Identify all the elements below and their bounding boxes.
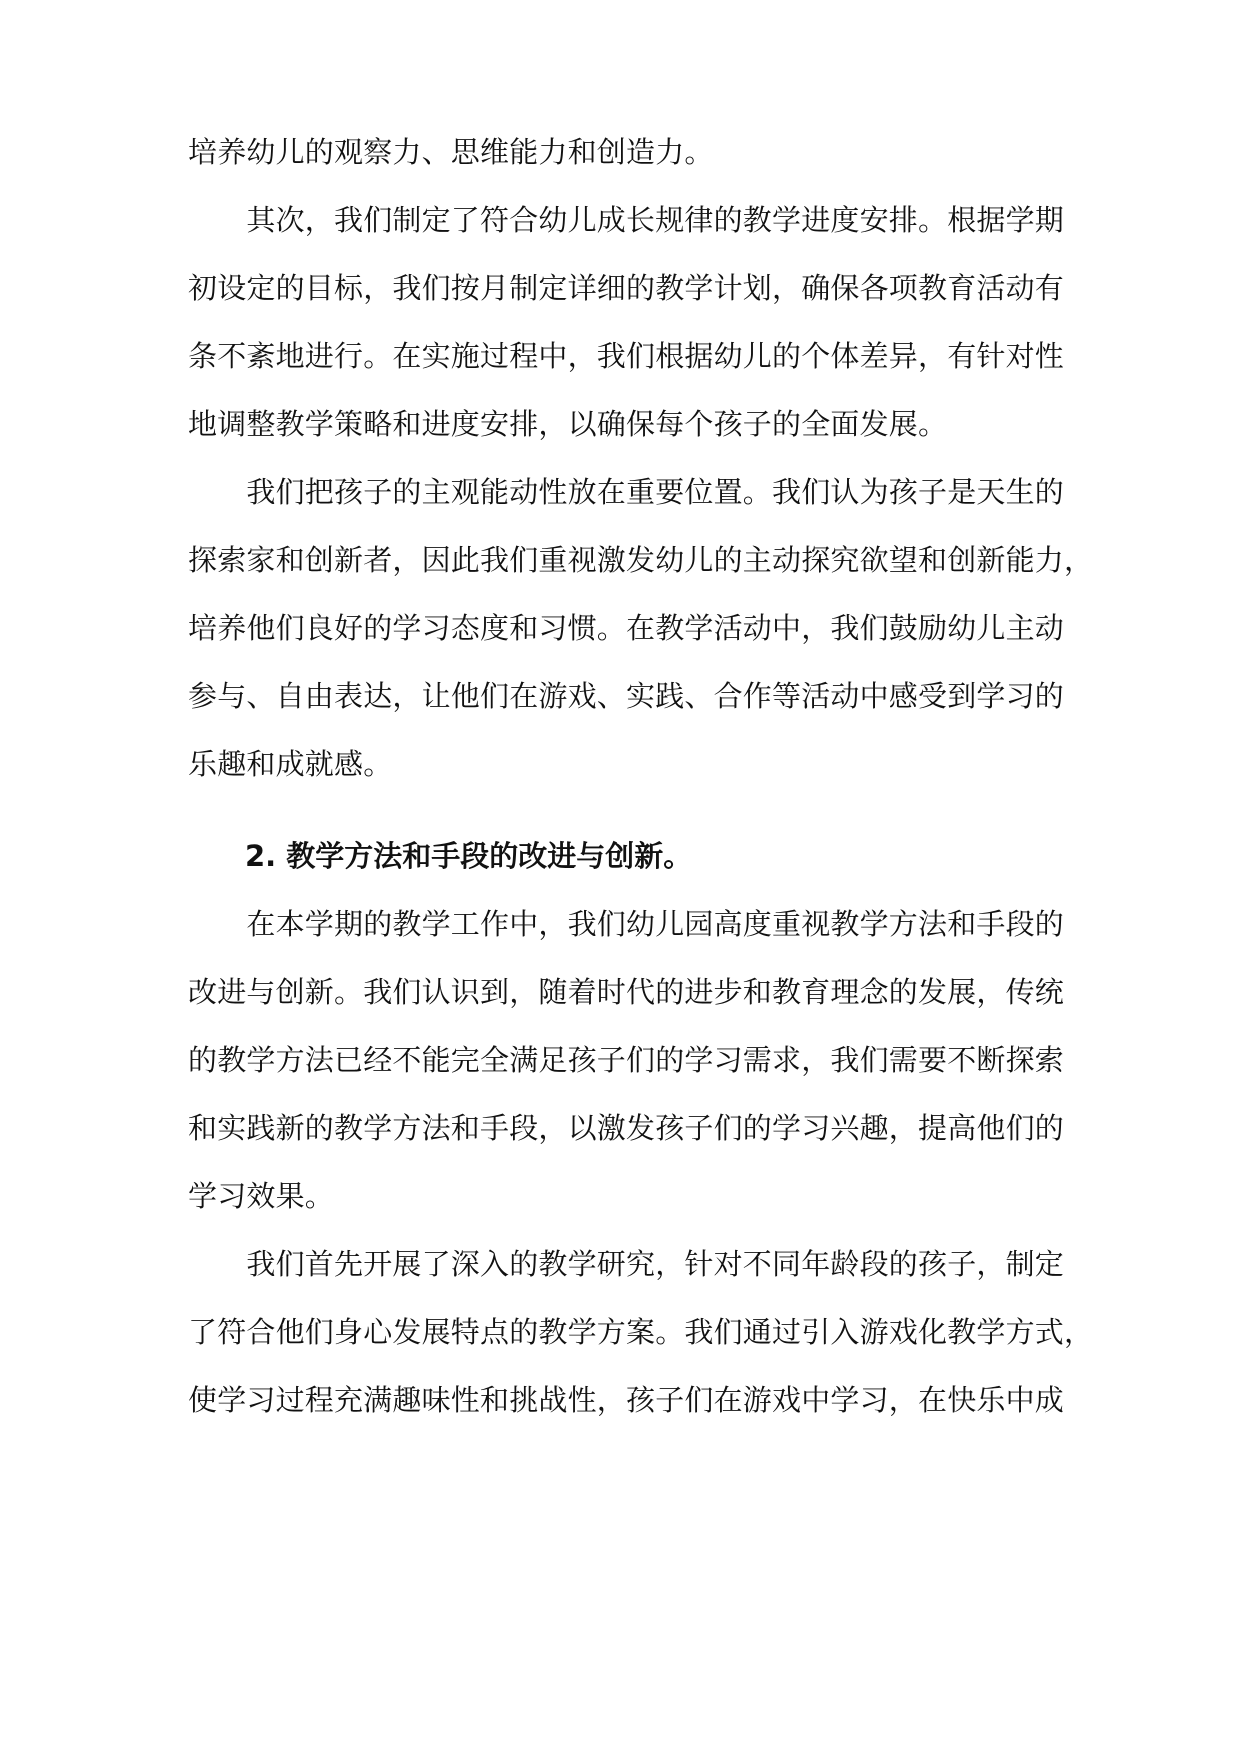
section-heading: 2. 教学方法和手段的改进与创新。 bbox=[245, 839, 693, 873]
paragraph-line: 培养他们良好的学习态度和习惯。在教学活动中，我们鼓励幼儿主动 bbox=[188, 611, 1065, 645]
paragraph-line: 初设定的目标，我们按月制定详细的教学计划，确保各项教育活动有 bbox=[188, 271, 1065, 305]
paragraph-line: 参与、自由表达，让他们在游戏、实践、合作等活动中感受到学习的 bbox=[188, 679, 1065, 713]
paragraph-line: 培养幼儿的观察力、思维能力和创造力。 bbox=[188, 135, 714, 169]
paragraph-line: 了符合他们身心发展特点的教学方案。我们通过引入游戏化教学方式， bbox=[188, 1315, 1094, 1349]
paragraph-line: 地调整教学策略和进度安排，以确保每个孩子的全面发展。 bbox=[188, 407, 948, 441]
paragraph-line: 探索家和创新者，因此我们重视激发幼儿的主动探究欲望和创新能力， bbox=[188, 543, 1094, 577]
paragraph-line: 和实践新的教学方法和手段，以激发孩子们的学习兴趣，提高他们的 bbox=[188, 1111, 1065, 1145]
paragraph-line: 使学习过程充满趣味性和挑战性，孩子们在游戏中学习，在快乐中成 bbox=[188, 1383, 1065, 1417]
paragraph-line: 条不紊地进行。在实施过程中，我们根据幼儿的个体差异，有针对性 bbox=[188, 339, 1065, 373]
paragraph-line: 改进与创新。我们认识到，随着时代的进步和教育理念的发展，传统 bbox=[188, 975, 1065, 1009]
paragraph-line: 我们首先开展了深入的教学研究，针对不同年龄段的孩子，制定 bbox=[188, 1247, 1065, 1281]
paragraph-line: 乐趣和成就感。 bbox=[188, 747, 393, 781]
paragraph-line: 在本学期的教学工作中，我们幼儿园高度重视教学方法和手段的 bbox=[188, 907, 1065, 941]
paragraph-line: 学习效果。 bbox=[188, 1179, 335, 1213]
paragraph-line: 的教学方法已经不能完全满足孩子们的学习需求，我们需要不断探索 bbox=[188, 1043, 1065, 1077]
paragraph-line: 我们把孩子的主观能动性放在重要位置。我们认为孩子是天生的 bbox=[188, 475, 1065, 509]
paragraph-line: 其次，我们制定了符合幼儿成长规律的教学进度安排。根据学期 bbox=[188, 203, 1065, 237]
